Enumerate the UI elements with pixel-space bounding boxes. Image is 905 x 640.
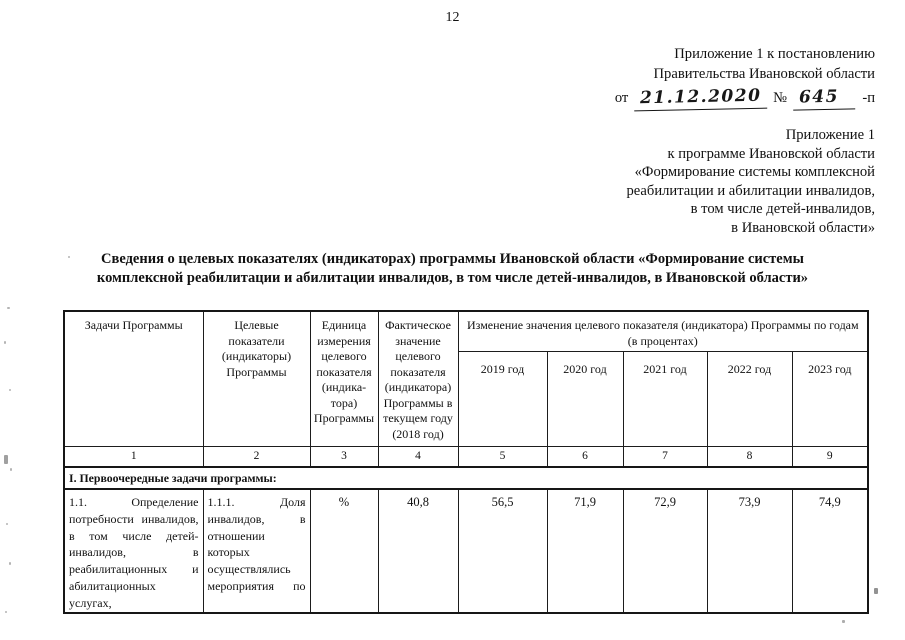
program-line: в Ивановской области» <box>731 219 875 236</box>
header-unit: Единица измерения целевого показателя (индика-тора) Программы <box>310 311 378 446</box>
indicators-table-container <box>63 310 869 614</box>
program-reference-block <box>626 126 875 237</box>
column-number: 1 <box>64 446 203 467</box>
cell-value-2021: 72,9 <box>623 489 707 613</box>
scan-artifact <box>842 620 845 623</box>
column-number: 7 <box>623 446 707 467</box>
from-label: от <box>614 90 629 106</box>
scan-artifact <box>4 341 6 344</box>
cell-value-2023: 74,9 <box>792 489 868 613</box>
indicators-table <box>63 310 869 614</box>
scan-artifact <box>4 455 8 464</box>
column-number: 9 <box>792 446 868 467</box>
cell-value-2019: 56,5 <box>458 489 547 613</box>
header-year-2022: 2022 год <box>707 351 792 446</box>
scan-artifact <box>68 256 70 258</box>
scan-artifact <box>874 588 878 594</box>
cell-task: 1.1. Определение потребности инвалидов, в том числе детей-инвалидов, в реабилитационных и абилитационных услугах, <box>64 489 203 613</box>
column-number: 4 <box>378 446 458 467</box>
column-number: 6 <box>547 446 623 467</box>
column-number: 3 <box>310 446 378 467</box>
handwritten-number-underline <box>792 86 854 110</box>
cell-indicator: 1.1.1. Доля инвалидов, в отношении которых осуществлялись мероприятия по <box>203 489 310 613</box>
scan-artifact <box>9 389 11 391</box>
header-year-2023: 2023 год <box>792 351 868 446</box>
header-year-2021: 2021 год <box>623 351 707 446</box>
date-number-line <box>615 87 875 110</box>
page-number: 12 <box>445 10 460 25</box>
handwritten-date: 21.12.2020 <box>639 85 762 109</box>
scan-artifact <box>9 562 11 565</box>
cell-fact-2018: 40,8 <box>378 489 458 613</box>
column-number: 8 <box>707 446 792 467</box>
cell-value-2022: 73,9 <box>707 489 792 613</box>
header-tasks: Задачи Программы <box>64 311 203 446</box>
number-sign: № <box>773 90 788 106</box>
document-title: Сведения о целевых показателях (индикаторах) программы Ивановской области «Формирование системы комплексной реабилитации и абилитации инвалидов, в том числе детей-инвалидов, в Ивановской области» <box>96 251 809 286</box>
program-line: «Формирование системы комплексной <box>634 164 875 180</box>
scan-artifact <box>10 468 12 471</box>
table-row <box>64 489 868 613</box>
scan-artifact <box>7 307 10 309</box>
column-number: 2 <box>203 446 310 467</box>
column-number-row <box>64 446 868 467</box>
header-indicators: Целевые показатели (индикаторы) Программы <box>203 311 310 446</box>
appendix-line: Приложение 1 к постановлению <box>674 46 875 62</box>
header-year-2019: 2019 год <box>458 351 547 446</box>
scan-artifact <box>6 523 8 525</box>
program-line: к программе Ивановской области <box>667 145 875 162</box>
header-fact-value: Фактическое значение целевого показателя (индикатора) Программы в текущем году (2018 год) <box>378 311 458 446</box>
section-header: I. Первоочередные задачи программы: <box>64 467 868 489</box>
appendix-reference-block <box>615 44 875 110</box>
handwritten-number: 645 <box>798 86 839 108</box>
column-number: 5 <box>458 446 547 467</box>
handwritten-date-underline <box>634 86 768 112</box>
appendix-line: Правительства Ивановской области <box>653 66 875 82</box>
program-line: реабилитации и абилитации инвалидов, <box>626 182 875 199</box>
cell-unit: % <box>310 489 378 613</box>
header-change-by-years: Изменение значения целевого показателя (индикатора) Программы по годам (в процентах) <box>458 311 868 351</box>
cell-value-2020: 71,9 <box>547 489 623 613</box>
program-line: Приложение 1 <box>785 127 875 143</box>
program-line: в том числе детей-инвалидов, <box>690 201 875 217</box>
scan-artifact <box>5 611 7 613</box>
number-suffix: -п <box>862 90 875 106</box>
header-year-2020: 2020 год <box>547 351 623 446</box>
